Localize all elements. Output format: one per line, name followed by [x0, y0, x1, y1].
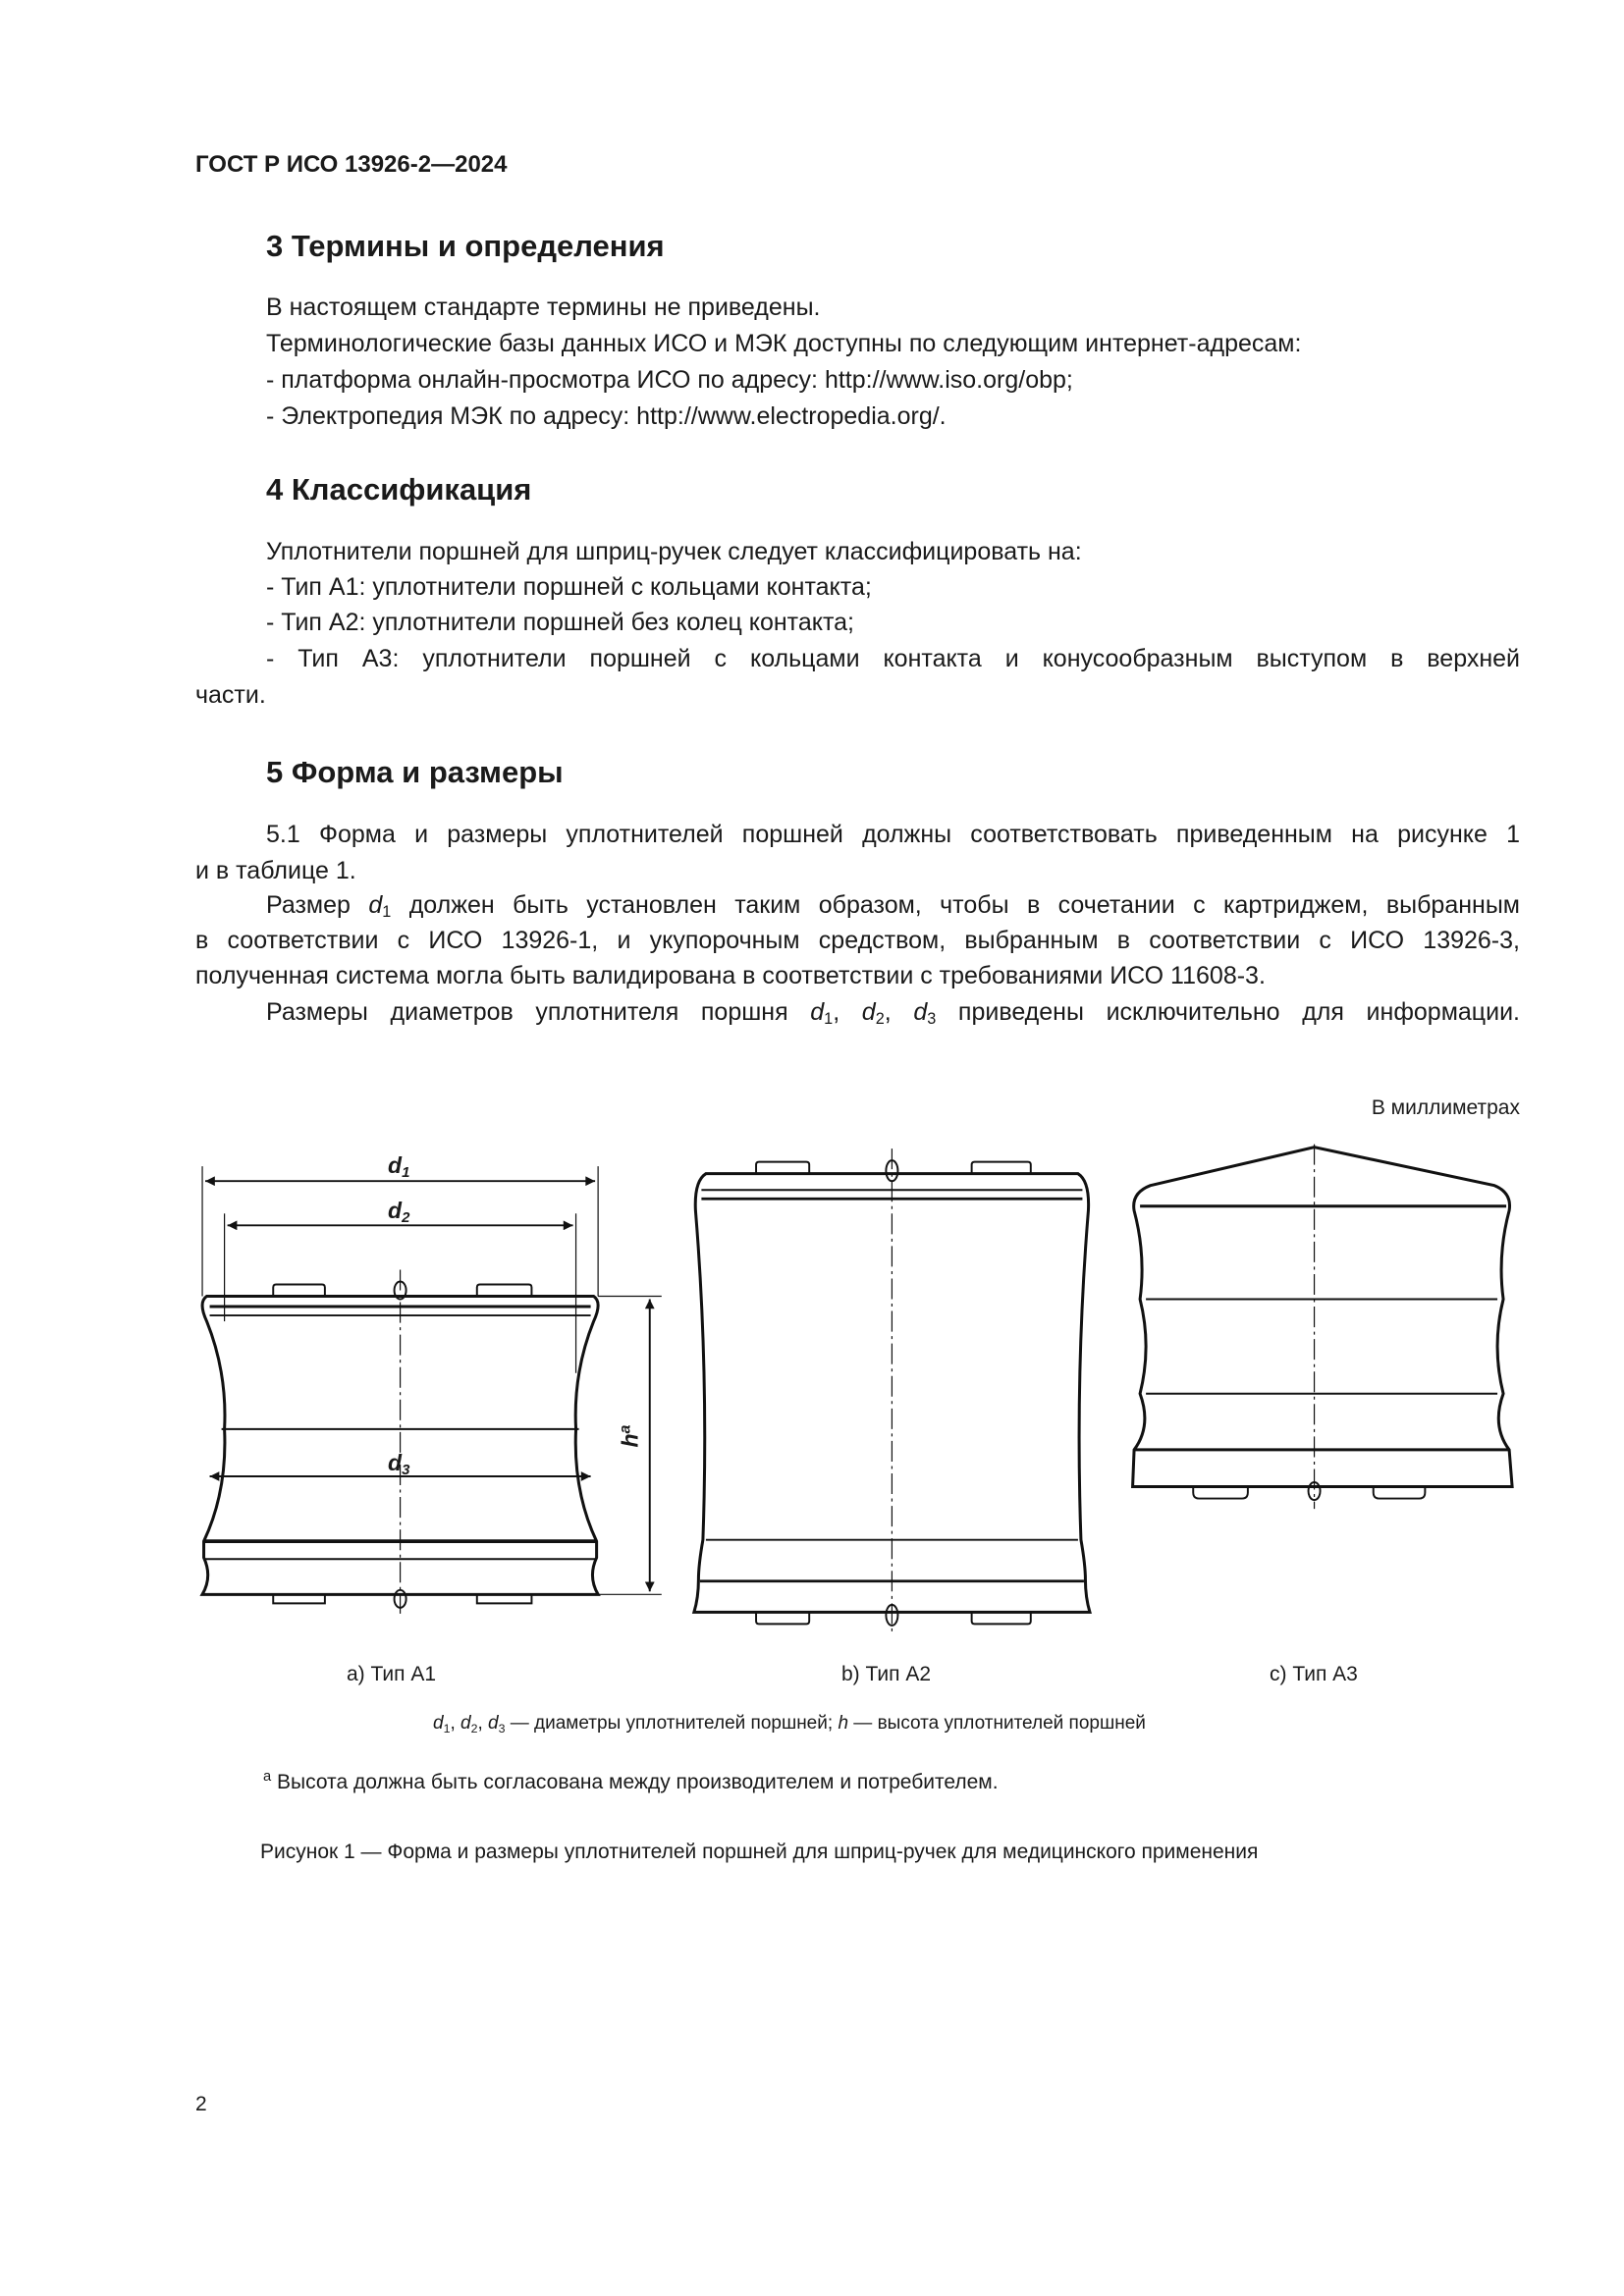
caption-type-a3: c) Тип А3: [1270, 1663, 1358, 1685]
list-item: - платформа онлайн-просмотра ИСО по адресу: http://www.iso.org/obp;: [266, 366, 1073, 394]
paragraph-line: В настоящем стандарте термины не приведены.: [266, 294, 821, 321]
paragraph-line: Терминологические базы данных ИСО и МЭК доступны по следующим интернет-адресам:: [266, 330, 1302, 357]
section-3-title: 3 Термины и определения: [266, 229, 665, 263]
type-a1-drawing: [202, 1166, 662, 1614]
type-a2-drawing: [694, 1148, 1090, 1631]
label-d1: $d_1$: [388, 1152, 410, 1181]
paragraph-line: Размеры диаметров уплотнителя поршня $d_1$, $d_2$, $d_3$ приведены исключительно для информации.: [266, 998, 1520, 1028]
label-h: $h^a$: [616, 1424, 643, 1448]
caption-type-a2: b) Тип А2: [841, 1663, 932, 1685]
caption-type-a1: a) Тип А1: [347, 1663, 437, 1685]
figure-footnote: $^a$ Высота должна быть согласована между производителем и потребителем.: [263, 1769, 999, 1793]
list-item: - Тип А1: уплотнители поршней с кольцами контакта;: [266, 573, 872, 601]
page-number: 2: [195, 2093, 207, 2115]
paragraph-line: Размер $d_1$ должен быть установлен таким образом, чтобы в сочетании с картриджем, выбранным: [266, 891, 1520, 921]
paragraph-line: и в таблице 1.: [195, 857, 356, 884]
figure-legend: $d_1$, $d_2$, $d_3$ — диаметры уплотнителей поршней; h — высота уплотнителей поршней: [433, 1713, 1146, 1735]
paragraph-line: Уплотнители поршней для шприц-ручек следует классифицировать на:: [266, 538, 1082, 565]
figure-title: Рисунок 1 — Форма и размеры уплотнителей поршней для шприц-ручек для медицинского применения: [260, 1841, 1259, 1863]
section-4-title: 4 Классификация: [266, 472, 532, 507]
label-d3: $d_3$: [388, 1450, 410, 1478]
paragraph-line: полученная система могла быть валидирована в соответствии с требованиями ИСО 11608-3.: [195, 962, 1266, 989]
type-a3-drawing: [1133, 1145, 1513, 1509]
paragraph-line: в соответствии с ИСО 13926-1, и укупорочным средством, выбранным в соответствии с ИСО 13926-3,: [195, 927, 1520, 954]
list-item: - Электропедия МЭК по адресу: http://www.electropedia.org/.: [266, 402, 947, 430]
section-5-title: 5 Форма и размеры: [266, 755, 564, 789]
list-item-continuation: части.: [195, 681, 266, 709]
units-note: В миллиметрах: [1371, 1096, 1520, 1119]
document-header: ГОСТ Р ИСО 13926-2—2024: [195, 151, 508, 178]
list-item: - Тип А3: уплотнители поршней с кольцами контакта и конусообразным выступом в верхней: [266, 645, 1520, 672]
label-d2: $d_2$: [388, 1198, 410, 1226]
list-item: - Тип А2: уплотнители поршней без колец контакта;: [266, 609, 854, 636]
paragraph-line: 5.1 Форма и размеры уплотнителей поршней должны соответствовать приведенным на рисунке 1: [266, 821, 1520, 848]
